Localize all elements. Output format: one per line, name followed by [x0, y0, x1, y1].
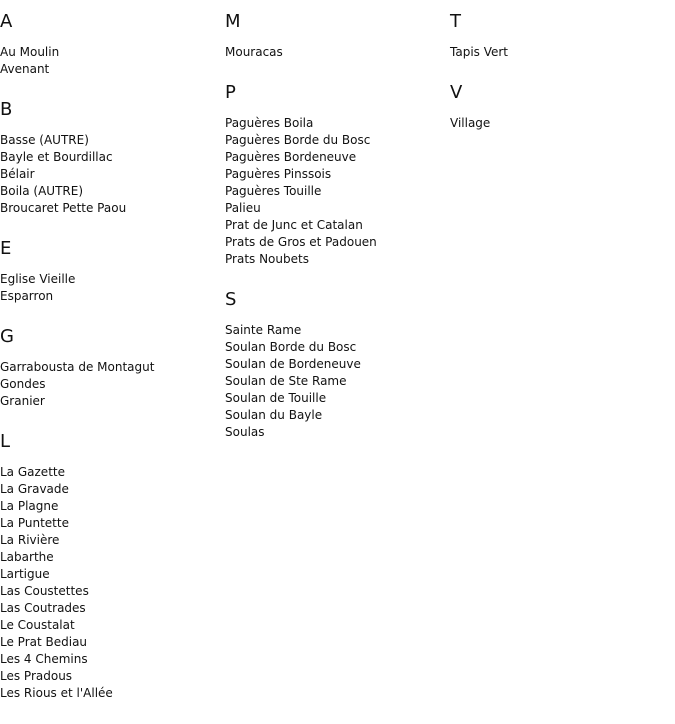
place-link[interactable]: La Gazette: [0, 465, 65, 479]
letter-heading: V: [450, 82, 463, 103]
letter-heading: M: [225, 11, 241, 32]
letter-heading: E: [0, 238, 12, 259]
letter-group: [225, 83, 450, 268]
place-link[interactable]: Village: [450, 116, 491, 130]
place-link[interactable]: Esparron: [0, 289, 54, 303]
letter-heading: T: [450, 11, 461, 32]
place-link[interactable]: Las Coutrades: [0, 601, 86, 615]
entry-list: [450, 44, 675, 61]
letter-heading: L: [0, 431, 11, 452]
place-link[interactable]: La Gravade: [0, 482, 69, 496]
entry-list: [0, 132, 225, 217]
letter-heading: A: [0, 11, 13, 32]
letter-group: [225, 290, 450, 441]
entry-list: [0, 464, 225, 702]
letter-group: [225, 12, 450, 61]
letter-heading: S: [225, 289, 237, 310]
place-link[interactable]: Les Rious et l'Allée: [0, 686, 113, 700]
place-link[interactable]: Gondes: [0, 377, 46, 391]
place-link[interactable]: La Plagne: [0, 499, 59, 513]
entry-list: [0, 271, 225, 305]
entry-list: [0, 44, 225, 78]
letter-group: [0, 432, 225, 702]
place-link[interactable]: Le Prat Bediau: [0, 635, 88, 649]
letter-group: [450, 12, 675, 61]
place-link[interactable]: Paguères Pinssois: [225, 167, 332, 181]
place-link[interactable]: Sainte Rame: [225, 323, 302, 337]
entry-list: [225, 44, 450, 61]
place-link[interactable]: Soulan Borde du Bosc: [225, 340, 357, 354]
place-link[interactable]: Bélair: [0, 167, 35, 181]
letter-group: [450, 83, 675, 132]
letter-heading: B: [0, 99, 13, 120]
place-link[interactable]: Paguères Bordeneuve: [225, 150, 357, 164]
entry-list: [225, 322, 450, 441]
place-link[interactable]: Bayle et Bourdillac: [0, 150, 113, 164]
place-link[interactable]: Les 4 Chemins: [0, 652, 88, 666]
place-link[interactable]: Au Moulin: [0, 45, 60, 59]
place-link[interactable]: Soulas: [225, 425, 265, 439]
entry-list: [0, 359, 225, 410]
place-link[interactable]: Eglise Vieille: [0, 272, 76, 286]
place-link[interactable]: Prat de Junc et Catalan: [225, 218, 363, 232]
place-link[interactable]: Soulan de Ste Rame: [225, 374, 347, 388]
entry-list: [450, 115, 675, 132]
place-link[interactable]: Lartigue: [0, 567, 50, 581]
letter-heading: G: [0, 326, 14, 347]
index-column: [0, 12, 225, 724]
place-link[interactable]: Tapis Vert: [450, 45, 509, 59]
letter-group: [0, 100, 225, 217]
place-link[interactable]: Granier: [0, 394, 45, 408]
place-link[interactable]: Prats Noubets: [225, 252, 309, 266]
place-link[interactable]: Soulan de Bordeneuve: [225, 357, 361, 371]
place-link[interactable]: Paguères Touille: [225, 184, 322, 198]
place-link[interactable]: Prats de Gros et Padouen: [225, 235, 377, 249]
place-link[interactable]: Soulan du Bayle: [225, 408, 323, 422]
place-link[interactable]: La Puntette: [0, 516, 69, 530]
place-link[interactable]: Paguères Boila: [225, 116, 314, 130]
place-link[interactable]: Labarthe: [0, 550, 54, 564]
place-link[interactable]: Basse (AUTRE): [0, 133, 89, 147]
place-link[interactable]: Palieu: [225, 201, 261, 215]
place-link[interactable]: Le Coustalat: [0, 618, 75, 632]
letter-group: [0, 12, 225, 78]
place-link[interactable]: Les Pradous: [0, 669, 73, 683]
letter-group: [0, 239, 225, 305]
entry-list: [225, 115, 450, 268]
index-column: [450, 12, 675, 154]
index-column: [225, 12, 450, 463]
letter-group: [0, 327, 225, 410]
place-link[interactable]: La Rivière: [0, 533, 60, 547]
place-link[interactable]: Boila (AUTRE): [0, 184, 84, 198]
letter-heading: P: [225, 82, 236, 103]
place-link[interactable]: Avenant: [0, 62, 50, 76]
place-link[interactable]: Soulan de Touille: [225, 391, 327, 405]
place-link[interactable]: Garrabousta de Montagut: [0, 360, 155, 374]
place-link[interactable]: Las Coustettes: [0, 584, 89, 598]
place-link[interactable]: Broucaret Pette Paou: [0, 201, 127, 215]
place-link[interactable]: Paguères Borde du Bosc: [225, 133, 371, 147]
place-link[interactable]: Mouracas: [225, 45, 283, 59]
